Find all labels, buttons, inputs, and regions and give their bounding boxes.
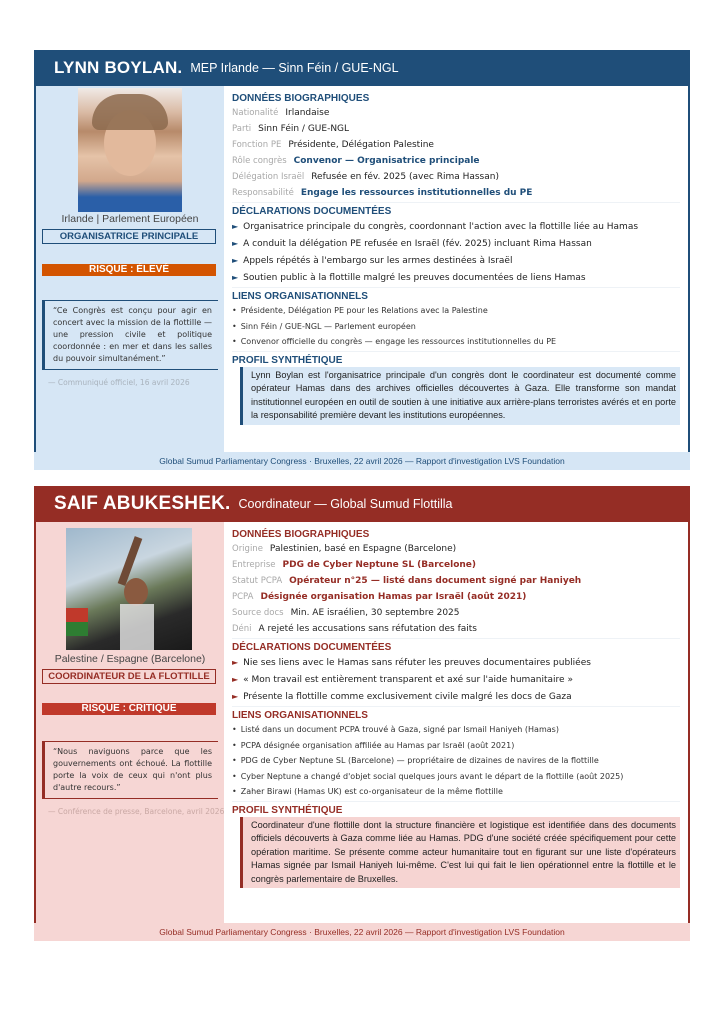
- role-badge: COORDINATEUR DE LA FLOTTILLE: [42, 669, 216, 684]
- links-list: [232, 722, 680, 800]
- bullet-icon: •: [232, 321, 237, 331]
- section-title-declarations: DÉCLARATIONS DOCUMENTÉES: [232, 642, 392, 653]
- card-header: [34, 50, 690, 86]
- quote-block: “Nous naviguons parce que les gouvernements ont échoué. La flottille porte la voix de ceux qui n'ont plus d'autre recours.”: [42, 741, 218, 799]
- bio-label: Source docs: [232, 608, 284, 618]
- portrait-photo: [78, 88, 182, 212]
- divider: [232, 202, 680, 203]
- bio-value: Sinn Féin / GUE-NGL: [258, 124, 350, 134]
- card-footer: Global Sumud Parliamentary Congress · Bruxelles, 22 avril 2026 — Rapport d'investigation LVS Foundation: [34, 923, 690, 941]
- card-footer: Global Sumud Parliamentary Congress · Bruxelles, 22 avril 2026 — Rapport d'investigation LVS Foundation: [34, 452, 690, 470]
- bio-label: Statut PCPA: [232, 576, 283, 586]
- bio-value: Engage les ressources institutionnelles du PE: [300, 188, 533, 198]
- declaration-item: [232, 218, 680, 235]
- declaration-text: A conduit la délégation PE refusée en Israël (fév. 2025) incluant Rima Hassan: [243, 239, 592, 249]
- main-content: [232, 92, 680, 425]
- section-title-links: LIENS ORGANISATIONNELS: [232, 291, 368, 302]
- declaration-item: [232, 235, 680, 252]
- bullet-icon: •: [232, 740, 237, 750]
- bio-label: Fonction PE: [232, 140, 282, 150]
- bullet-icon: •: [232, 771, 237, 781]
- bullet-icon: •: [232, 306, 237, 315]
- divider: [232, 638, 680, 639]
- risk-badge: RISQUE : CRITIQUE: [42, 703, 216, 715]
- bio-label: Délégation Israël: [232, 172, 305, 182]
- card-header: [34, 486, 690, 522]
- link-text: PDG de Cyber Neptune SL (Barcelone) — propriétaire de dizaines de navires de la flottille: [240, 756, 599, 765]
- link-item: [232, 753, 680, 769]
- declaration-text: « Mon travail est entièrement transparent et axé sur l'aide humanitaire »: [243, 675, 573, 685]
- profile-card-saif-abukeshek: [34, 486, 690, 941]
- link-item: [232, 738, 680, 754]
- bio-value: Irlandaise: [285, 108, 330, 118]
- divider: [232, 706, 680, 707]
- bio-row: [232, 621, 680, 637]
- person-name: SAIF ABUKESHEK.: [54, 493, 231, 514]
- declaration-item: [232, 671, 680, 688]
- divider: [232, 287, 680, 288]
- arrow-right-icon: ►: [232, 273, 239, 282]
- declaration-text: Organisatrice principale du congrès, coordonnant l'action avec la flottille liée au Hamas: [243, 222, 639, 232]
- declaration-text: Nie ses liens avec le Hamas sans réfuter les preuves documentaires publiées: [243, 658, 591, 668]
- link-text: Listé dans un document PCPA trouvé à Gaza, signé par Ismail Haniyeh (Hamas): [240, 725, 559, 734]
- declaration-item: [232, 654, 680, 671]
- bio-row: [232, 105, 680, 121]
- portrait-photo: [66, 528, 192, 650]
- bio-row: [232, 137, 680, 153]
- main-content: [232, 528, 680, 888]
- bio-label: Nationalité: [232, 108, 279, 118]
- link-item: [232, 784, 680, 800]
- card-body: [34, 86, 690, 452]
- profile-summary: Coordinateur d'une flottille dont la structure financière et logistique est identifiée dans des documents officiels découverts à Gaza comme liée au Hamas. PDG d'une société créée spécifiquement pour cette opération maritime. Se présente comme acteur humanitaire tout en figurant sur une liste d'opérateurs Hamas signée par Ismail Haniyeh lui-même. C'est lui qui fait le lien opérationnel entre la flottille et le congrès parlementaire de Bruxelles.: [240, 817, 680, 889]
- sidebar: [36, 522, 224, 923]
- arrow-right-icon: ►: [232, 675, 239, 684]
- declaration-item: [232, 252, 680, 269]
- bullet-icon: •: [232, 787, 237, 796]
- role-badge: ORGANISATRICE PRINCIPALE: [42, 229, 216, 244]
- bio-row: [232, 153, 680, 169]
- section-title-bio: DONNÉES BIOGRAPHIQUES: [232, 93, 370, 104]
- link-item: [232, 769, 680, 785]
- bio-row: [232, 557, 680, 573]
- bio-value: Convenor — Organisatrice principale: [293, 156, 480, 166]
- link-item: [232, 319, 680, 335]
- link-text: PCPA désignée organisation affiliée au Hamas par Israël (août 2021): [240, 740, 515, 750]
- location-caption: Irlande | Parlement Européen: [61, 213, 199, 225]
- section-title-profile: PROFIL SYNTHÉTIQUE: [232, 354, 343, 366]
- declaration-item: [232, 688, 680, 705]
- bio-value: Palestinien, basé en Espagne (Barcelone): [269, 544, 457, 554]
- bio-label: Déni: [232, 624, 252, 634]
- sidebar: [36, 86, 224, 452]
- bio-row: [232, 185, 680, 201]
- section-title-bio: DONNÉES BIOGRAPHIQUES: [232, 529, 370, 540]
- link-text: Zaher Birawi (Hamas UK) est co-organisateur de la même flottille: [240, 787, 503, 796]
- declarations-list: [232, 654, 680, 705]
- divider: [232, 801, 680, 802]
- declarations-list: [232, 218, 680, 286]
- bio-value: A rejeté les accusations sans réfutation des faits: [258, 624, 477, 634]
- arrow-right-icon: ►: [232, 222, 239, 231]
- person-subtitle: MEP Irlande — Sinn Féin / GUE-NGL: [190, 61, 399, 75]
- person-name: LYNN BOYLAN.: [54, 58, 183, 77]
- links-list: [232, 303, 680, 350]
- arrow-right-icon: ►: [232, 658, 239, 667]
- profile-summary: Lynn Boylan est l'organisatrice principale d'un congrès dont le coordinateur est documenté comme opérateur Hamas dans des archives officielles découvertes à Gaza. Elle transforme son mandat institutionnel européen en outil de soutien à une initiative aux arrière-plans terroristes avérés et en porte la responsabilité première devant les institutions européennes.: [240, 367, 680, 425]
- bio-value: Opérateur n°25 — listé dans document signé par Haniyeh: [289, 576, 582, 586]
- bio-list: [232, 541, 680, 637]
- bio-row: [232, 169, 680, 185]
- bullet-icon: •: [232, 756, 237, 765]
- profile-card-lynn-boylan: [34, 50, 690, 470]
- bio-value: Refusée en fév. 2025 (avec Rima Hassan): [311, 172, 499, 182]
- bio-row: [232, 573, 680, 589]
- bio-label: Rôle congrès: [232, 156, 287, 166]
- link-text: Convenor officielle du congrès — engage les ressources institutionnelles du PE: [240, 337, 557, 346]
- quote-source: — Communiqué officiel, 16 avril 2026: [48, 378, 190, 387]
- link-item: [232, 334, 680, 350]
- divider: [232, 351, 680, 352]
- declaration-item: [232, 269, 680, 286]
- arrow-right-icon: ►: [232, 692, 239, 701]
- bio-value: Présidente, Délégation Palestine: [288, 140, 434, 150]
- bio-label: PCPA: [232, 592, 254, 602]
- link-text: Sinn Féin / GUE-NGL — Parlement européen: [240, 321, 416, 331]
- bio-label: Responsabilité: [232, 188, 294, 198]
- bio-row: [232, 541, 680, 557]
- section-title-links: LIENS ORGANISATIONNELS: [232, 710, 368, 721]
- bio-label: Entreprise: [232, 560, 276, 570]
- declaration-text: Soutien public à la flottille malgré les preuves documentées de liens Hamas: [243, 273, 586, 283]
- person-subtitle: Coordinateur — Global Sumud Flottilla: [238, 497, 453, 511]
- card-body: [34, 522, 690, 923]
- quote-block: “Ce Congrès est conçu pour agir en concert avec la mission de la flottille — une pression civile et politique coordonnée : en mer et dans les salles du pouvoir simultanément.”: [42, 300, 218, 370]
- bio-row: [232, 121, 680, 137]
- bio-label: Parti: [232, 124, 252, 134]
- bio-list: [232, 105, 680, 201]
- section-title-declarations: DÉCLARATIONS DOCUMENTÉES: [232, 206, 392, 217]
- section-title-profile: PROFIL SYNTHÉTIQUE: [232, 804, 343, 816]
- bio-label: Origine: [232, 544, 263, 554]
- declaration-text: Présente la flottille comme exclusivement civile malgré les docs de Gaza: [243, 692, 572, 702]
- risk-badge: RISQUE : ÉLEVÉ: [42, 264, 216, 276]
- bio-value: PDG de Cyber Neptune SL (Barcelone): [282, 560, 477, 570]
- arrow-right-icon: ►: [232, 256, 239, 265]
- declaration-text: Appels répétés à l'embargo sur les armes destinées à Israël: [243, 256, 513, 266]
- quote-source: — Conférence de presse, Barcelone, avril 2026: [48, 807, 225, 816]
- link-item: [232, 303, 680, 319]
- link-item: [232, 722, 680, 738]
- bio-row: [232, 589, 680, 605]
- link-text: Présidente, Délégation PE pour les Relations avec la Palestine: [240, 306, 488, 315]
- link-text: Cyber Neptune a changé d'objet social quelques jours avant le départ de la flottille (août 2025): [240, 771, 624, 781]
- location-caption: Palestine / Espagne (Barcelone): [54, 653, 206, 665]
- bio-value: Min. AE israélien, 30 septembre 2025: [290, 608, 460, 618]
- bullet-icon: •: [232, 725, 237, 734]
- bio-value: Désignée organisation Hamas par Israël (août 2021): [260, 592, 527, 602]
- bio-row: [232, 605, 680, 621]
- bullet-icon: •: [232, 337, 237, 346]
- arrow-right-icon: ►: [232, 239, 239, 248]
